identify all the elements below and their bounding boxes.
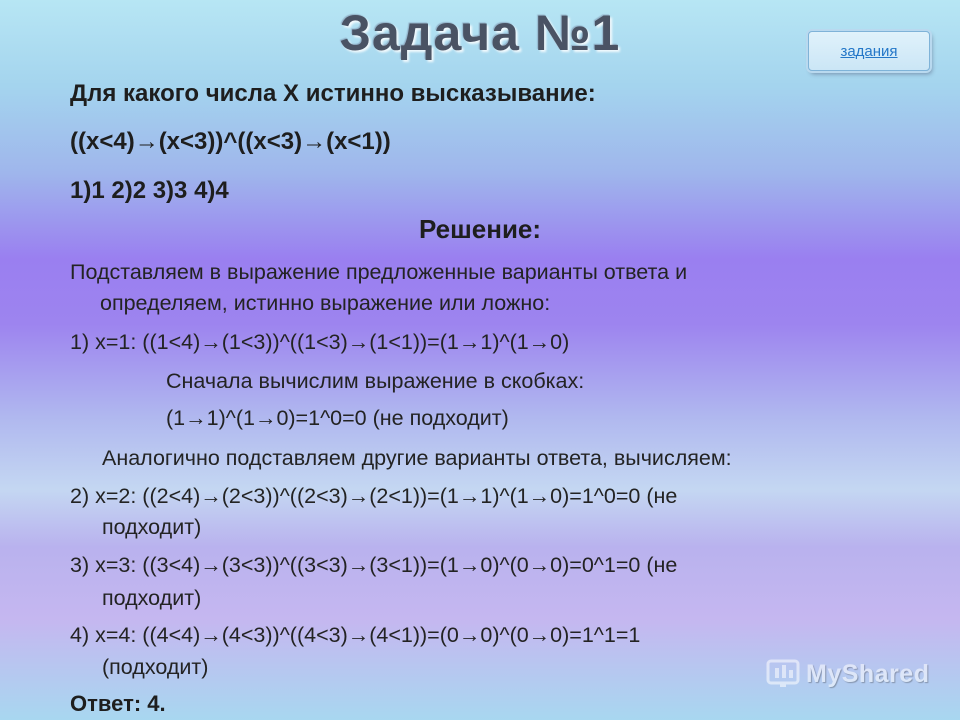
question-expression: ((x<4)→(x<3))^((x<3)→(x<1)) — [70, 128, 391, 155]
solution-line: 1) x=1: ((1<4)→(1<3))^((1<3)→(1<1))=(1→1)^(1→0) — [70, 330, 570, 354]
solution-line: (1→1)^(1→0)=1^0=0 (не подходит) — [166, 406, 509, 430]
solution-line: определяем, истинно выражение или ложно: — [100, 291, 551, 315]
final-answer: Ответ: 4. — [70, 691, 166, 716]
watermark-text: MyShared — [806, 660, 930, 688]
watermark — [766, 655, 929, 694]
solution-line: подходит) — [102, 515, 202, 539]
answer-options: 1)1 2)2 3)3 4)4 — [70, 177, 229, 204]
solution-heading: Решение: — [418, 214, 542, 244]
tasks-link-label[interactable]: задания — [840, 42, 898, 60]
solution-line: 4) x=4: ((4<4)→(4<3))^((4<3)→(4<1))=(0→0)^(0→0)=1^1=1 — [70, 623, 641, 647]
solution-line: (подходит) — [102, 655, 209, 679]
tasks-link-button[interactable] — [808, 31, 930, 71]
slide-title: Задача №1 — [339, 5, 621, 61]
solution-line: Аналогично подставляем другие варианты ответа, вычисляем: — [102, 446, 732, 470]
solution-line: подходит) — [102, 586, 202, 610]
question-text: Для какого числа X истинно высказывание: — [70, 80, 596, 107]
solution-line: 3) x=3: ((3<4)→(3<3))^((3<3)→(3<1))=(1→0)^(0→0)=0^1=0 (не — [70, 553, 678, 577]
solution-line: Сначала вычислим выражение в скобках: — [166, 369, 585, 393]
solution-line: 2) x=2: ((2<4)→(2<3))^((2<3)→(2<1))=(1→1)^(1→0)=1^0=0 (не — [70, 484, 678, 508]
myshared-logo-icon — [766, 655, 802, 694]
solution-line: Подставляем в выражение предложенные варианты ответа и — [70, 260, 688, 284]
